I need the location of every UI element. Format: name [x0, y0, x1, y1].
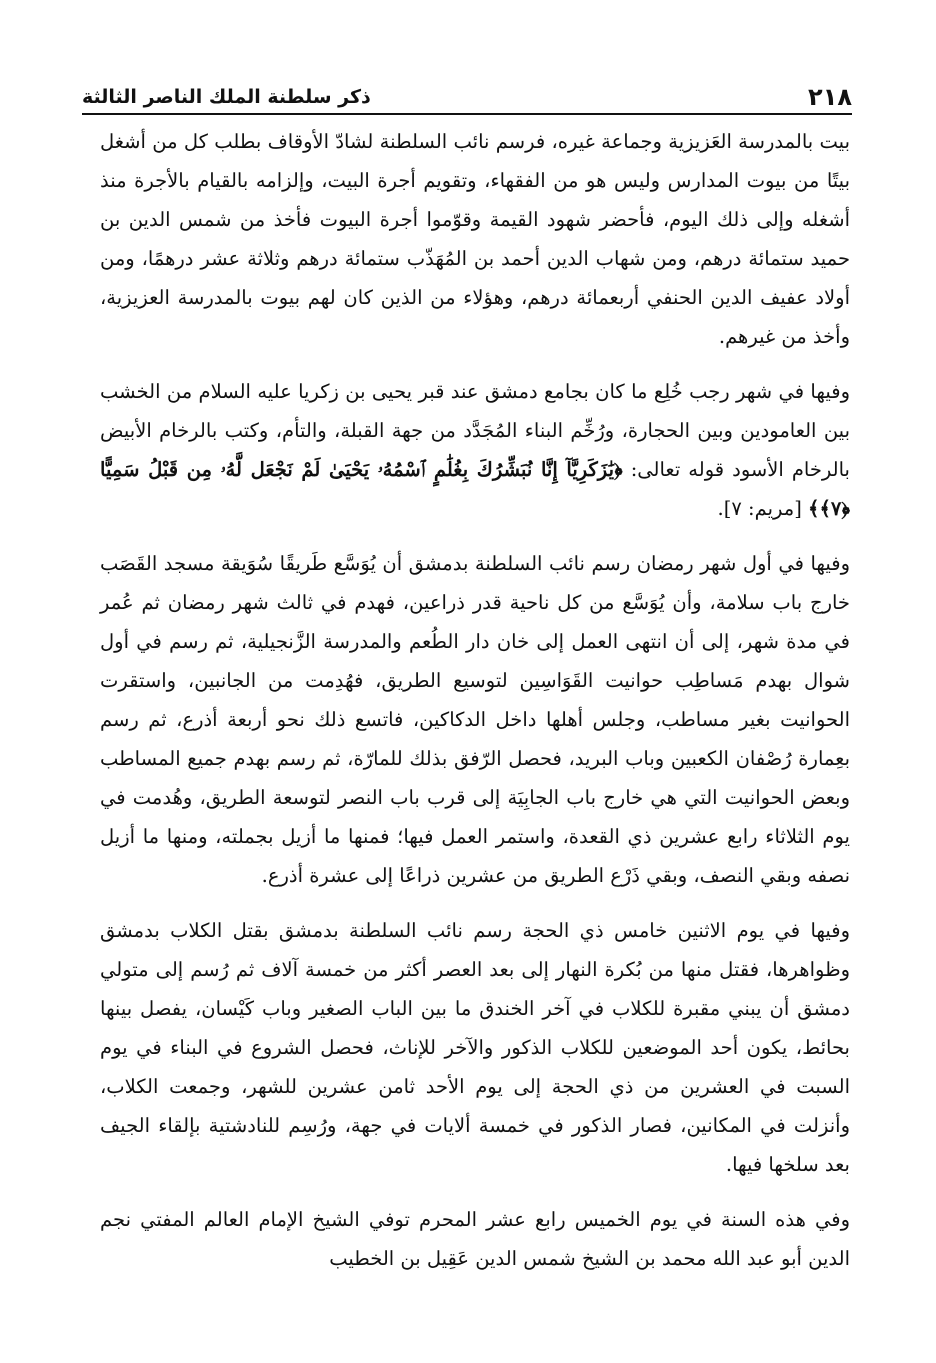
page-number: ٢١٨: [808, 83, 852, 111]
quran-verse: ﴿يَٰزَكَرِيَّآ إِنَّا نُبَشِّرُكَ بِغُلَٰمٍ ٱسْمُهُۥ يَحْيَىٰ لَمْ نَجْعَل لَّهُۥ مِن قَبْلُ سَمِيًّا ﴿٧﴾﴾: [100, 458, 850, 520]
paragraph-3: وفيها في أول شهر رمضان رسم نائب السلطنة بدمشق أن يُوَسَّع طَريقًا سُوَيقة مسجد القَصَب خارج باب سلامة، وأن يُوَسَّع من كل ناحية قدر ذراعين، فهدم في ثالث شهر رمضان ثم عُمر في مدة شهر، إلى أن انتهى العمل إلى خان دار الطُعم والمدرسة الزَّنجيلية، ثم رسم في أول شوال بهدم مَساطِب حوانيت القَوَاسِين لتوسيع الطريق، فهُدِمت من الجانبين، واستقرت الحوانيت بغير مساطب، وجلس أهلها داخل الدكاكين، فاتسع ذلك نحو أربعة أذرع، ثم رسم بعِمارة رُصْفان الكعبين وباب البريد، فحصل الرّفق بذلك للمارّة، ثم رسم بهدم جميع المساطب وبعض الحوانيت التي هي خارج باب الجابِيَة إلى قرب باب النصر لتوسعة الطريق، وهُدمت في يوم الثلاثاء رابع عشرين ذي القعدة، واستمر العمل فيها؛ فمنها ما أزيل بجملته، ومنها ما أزيل نصفه وبقي النصف، وبقي ذَرْع الطريق من عشرين ذراعًا إلى عشرة أذرع.: [100, 552, 850, 887]
paragraph-2: [100, 372, 850, 528]
paragraph-2-text-before: وفيها في شهر رجب خُلِع ما كان بجامع دمشق عند قبر يحيى بن زكريا عليه السلام من الخشب بين العامودين وبين الحجارة، ورُخِّم البناء المُجَدَّد من جهة القبلة، والتأم، وكتب بالرخام الأبيض بالرخام الأسود قوله تعالى:: [100, 380, 850, 481]
paragraph-4: وفيها في يوم الاثنين خامس ذي الحجة رسم نائب السلطنة بدمشق بقتل الكلاب بدمشق وظواهرها، فقتل منها من بُكرة النهار إلى بعد العصر أكثر من خمسة آلاف ثم رُسم إلى متولي دمشق أن يبني مقبرة للكلاب في آخر الخندق ما بين الباب الصغير وباب كَيْسان، يفصل بينها بحائط، يكون أحد الموضعين للكلاب الذكور والآخر للإناث، فحصل الشروع في البناء في يوم السبت في العشرين من ذي الحجة إلى يوم الأحد ثامن عشرين للشهر، وجمعت الكلاب، وأنزلت في المكانين، فصار الذكور في خمسة ألايات في جهة، ورُسِم للنادشتية بإلقاء الجيف بعد سلخها فيها.: [100, 919, 851, 1176]
paragraph-5: وفي هذه السنة في يوم الخميس رابع عشر المحرم توفي الشيخ الإمام العالم المفتي نجم الدين أبو عبد الله محمد بن الشيخ شمس الدين عَقِيل بن الخطيب: [100, 1208, 850, 1270]
running-title: ذكر سلطنة الملك الناصر الثالثة: [82, 86, 371, 108]
paragraph-2-text-after: [مريم: ٧].: [717, 497, 809, 520]
body-text: [100, 122, 850, 1294]
paragraph-1: بيت بالمدرسة العَزيزية وجماعة غيره، فرسم نائب السلطنة لشادّ الأوقاف بطلب كل من أشغل بيتًا من بيوت المدارس وليس هو من الفقهاء، وتقويم أجرة البيت، وإلزامه بالقيام بالأجرة منذ أشغله وإلى ذلك اليوم، فأحضر شهود القيمة وقوّموا أجرة البيوت فأخذ من شمس الدين بن حميد ستمائة درهم، ومن شهاب الدين أحمد بن المُهَذّب ستمائة درهم وثلاثة عشر درهمًا، ومن أولاد عفيف الدين الحنفي أربعمائة درهم، وهؤلاء من الذين كان لهم بيوت بالمدرسة العزيزية، وأخذ من غيرهم.: [100, 130, 850, 348]
header-rule: [82, 113, 852, 115]
page-header: [82, 76, 852, 112]
